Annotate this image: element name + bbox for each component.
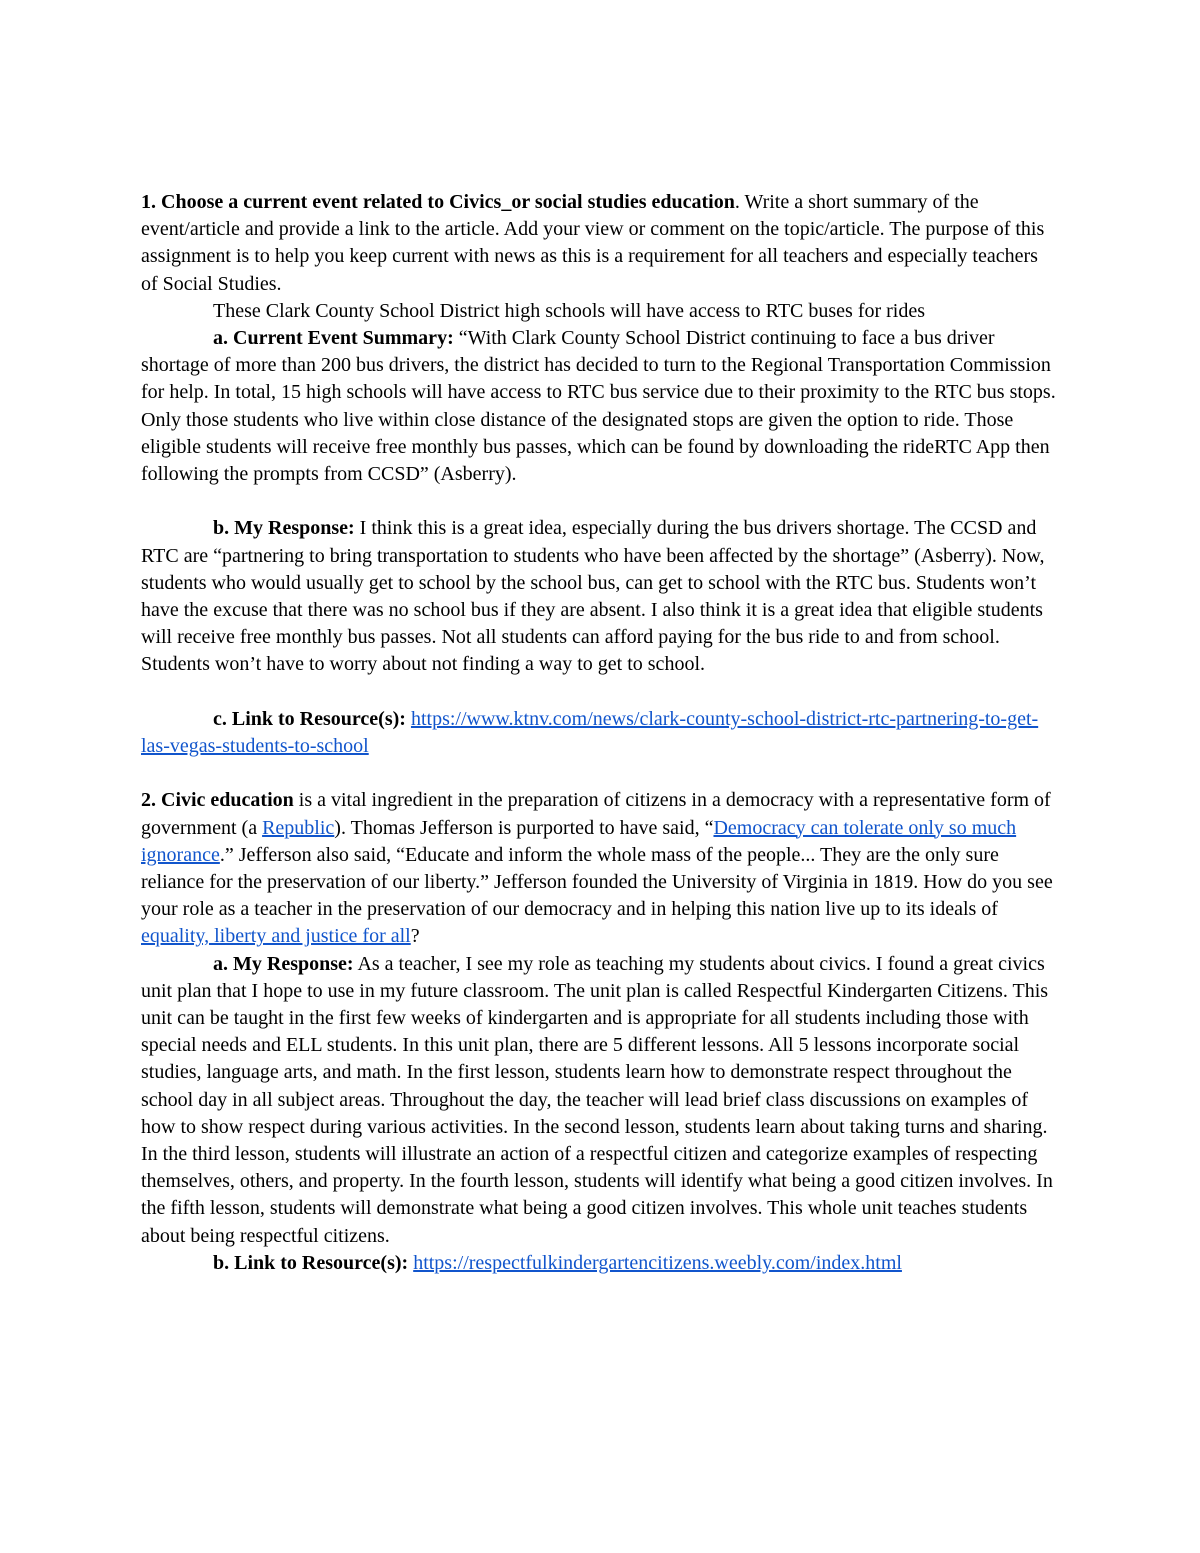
question-1-link-resource [141, 706, 1059, 760]
democracy-quote-link[interactable]: Democracy can tolerate only so much ignorance [141, 816, 1017, 866]
question-1-intro: . Write a short summary of the event/article and provide a link to the article. Add your view or comment on the topic/article. The purpose of this assignment is to help you keep current with news as this is a requirement for all teachers and especially teachers of Social Studies. [141, 191, 1045, 295]
question-1-prompt [141, 189, 1059, 298]
response-text: As a teacher, I see my role as teaching my students about civics. I found a great civics unit plan that I hope to use in my future classroom. The unit plan is called Respectful Kindergarten Citizens. This unit can be taught in the first few weeks of kindergarten and is appropriate for all students including those with special needs and ELL students. In this unit plan, there are 5 different lessons. All 5 lessons incorporate social studies, language arts, and math. In the first lesson, students learn how to demonstrate respect throughout the school day in all subject areas. Throughout the day, the teacher will lead brief class discussions on examples of how to show respect during various activities. In the second lesson, students learn about taking turns and sharing. In the third lesson, students will illustrate an action of a respectful citizen and categorize examples of respecting themselves, others, and property. In the fourth lesson, students will identify what being a good citizen involves. In the fifth lesson, students will demonstrate what being a good citizen involves. This whole unit teaches students about being respectful citizens. [141, 952, 1053, 1247]
unit-plan-link[interactable]: https://respectfulkindergartencitizens.weebly.com/index.html [413, 1251, 902, 1274]
response-label: a. My Response: [213, 952, 354, 975]
question-2-prompt: 2. Civic education is a vital ingredient in the preparation of citizens in a democracy with a representative form of government (a Republic). Thomas Jefferson is purported to have said, “Democracy can tolerate only so much ignorance.” Jefferson also said, “Educate and inform the whole mass of the people... They are the only sure reliance for the preservation of our liberty.” Jefferson founded the University of Virginia in 1819. How do you see your role as a teacher in the preservation of our democracy and in helping this nation live up to its ideals of equality, liberty and justice for all? [141, 789, 1053, 948]
republic-link[interactable]: Republic [262, 816, 335, 839]
response-text: I think this is a great idea, especially during the bus drivers shortage. The CCSD and RTC are “partnering to bring transportation to students who have been affected by the shortage” (Asberry). Now, students who would usually get to school by the school bus, can get to school with the RTC bus. Students won’t have the excuse that there was no school bus if they are absent. I also think it is a great idea that eligible students will receive free monthly bus passes. Not all students can afford paying for the bus ride to and from school. Students won’t have to worry about not finding a way to get to school. [141, 517, 1045, 676]
question-1-number: 1. [141, 191, 156, 213]
question-2-link-resource [141, 1250, 1059, 1277]
document-page [141, 189, 1059, 1277]
summary-text: “With Clark County School District continuing to face a bus driver shortage of more than 200 bus drivers, the district has decided to turn to the Regional Transportation Commission for help. In total, 15 high schools will have access to RTC bus service due to their proximity to the RTC bus stops. Only those students who live within close distance of the designated stops are given the option to ride. Those eligible students will receive free monthly bus passes, which can be found by downloading the rideRTC App then following the prompts from CCSD” (Asberry). [141, 327, 1056, 486]
link-label: c. Link to Resource(s): [213, 707, 406, 730]
question-1-response [141, 515, 1059, 678]
question-2-heading: Civic education [161, 789, 294, 812]
question-2-number: 2. [141, 789, 156, 812]
ktnv-article-link[interactable]: https://www.ktnv.com/news/clark-county-school-district-rtc-partnering-to-get-las-vegas-students-to-school [141, 707, 1039, 758]
question-2-response [141, 951, 1059, 1250]
current-event-summary [141, 325, 1059, 488]
question-1-heading: Choose a current event related to Civics_or social studies education [161, 191, 735, 213]
article-title: These Clark County School District high schools will have access to RTC buses for rides [213, 299, 926, 322]
link-label: b. Link to Resource(s): [213, 1251, 409, 1274]
response-label: b. My Response: [213, 517, 355, 540]
summary-label: a. Current Event Summary: [213, 327, 454, 350]
ideals-link[interactable]: equality, liberty and justice for all [141, 925, 411, 948]
